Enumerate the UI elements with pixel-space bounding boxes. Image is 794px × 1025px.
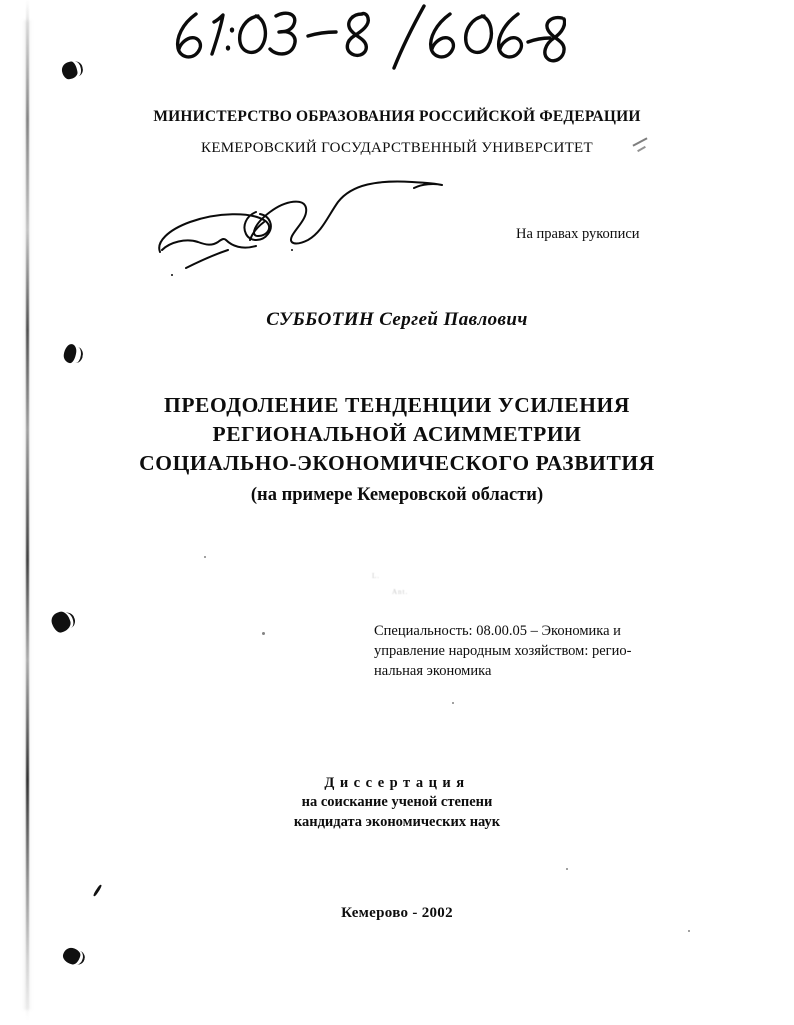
degree-word: Диссертация [324,775,470,791]
degree-block [0,775,794,832]
ink-blob-icon [49,610,73,635]
dust-speck [452,702,454,704]
title-line-2: РЕГИОНАЛЬНОЙ АСИММЕТРИИ [212,422,582,446]
dust-speck [204,556,206,558]
title-line-1: ПРЕОДОЛЕНИЕ ТЕНДЕНЦИИ УСИЛЕНИЯ [164,393,630,417]
title-line-3: СОЦИАЛЬНО-ЭКОНОМИЧЕСКОГО РАЗВИТИЯ [139,451,655,475]
dissertation-title [0,391,794,510]
specialty-line-2: управление народным хозяйством: регио- [374,643,632,659]
dust-speck [262,632,265,635]
place-year: Кемерово - 2002 [341,905,453,921]
title-subtitle: (на примере Кемеровской области) [250,485,544,505]
dust-speck [688,930,690,932]
author-name: СУББОТИН Сергей Павлович [266,309,528,330]
specialty-block [374,621,674,681]
university-heading: КЕМЕРОВСКИЙ ГОСУДАРСТВЕННЫЙ УНИВЕРСИТЕТ [201,140,593,156]
handwritten-signature [146,172,476,278]
handwritten-library-code [166,4,566,76]
manuscript-rights-note: На правах рукописи [516,226,640,242]
ink-blob-icon [60,61,78,81]
ghost-artifact-text: Ant. [392,588,409,596]
ink-blob-icon [63,343,78,363]
specialty-line-1: Специальность: 08.00.05 – Экономика и [374,623,621,639]
ghost-artifact-text: L. [372,572,381,580]
specialty-line-3: нальная экономика [374,663,492,679]
degree-line-1: на соискание ученой степени [301,794,493,810]
dust-speck [566,868,568,870]
ministry-heading: МИНИСТЕРСТВО ОБРАЗОВАНИЯ РОССИЙСКОЙ ФЕДЕРАЦИИ [153,108,641,125]
ink-blob-icon [61,946,81,966]
degree-line-2: кандидата экономических наук [293,814,501,830]
ink-tick-icon [93,884,103,896]
